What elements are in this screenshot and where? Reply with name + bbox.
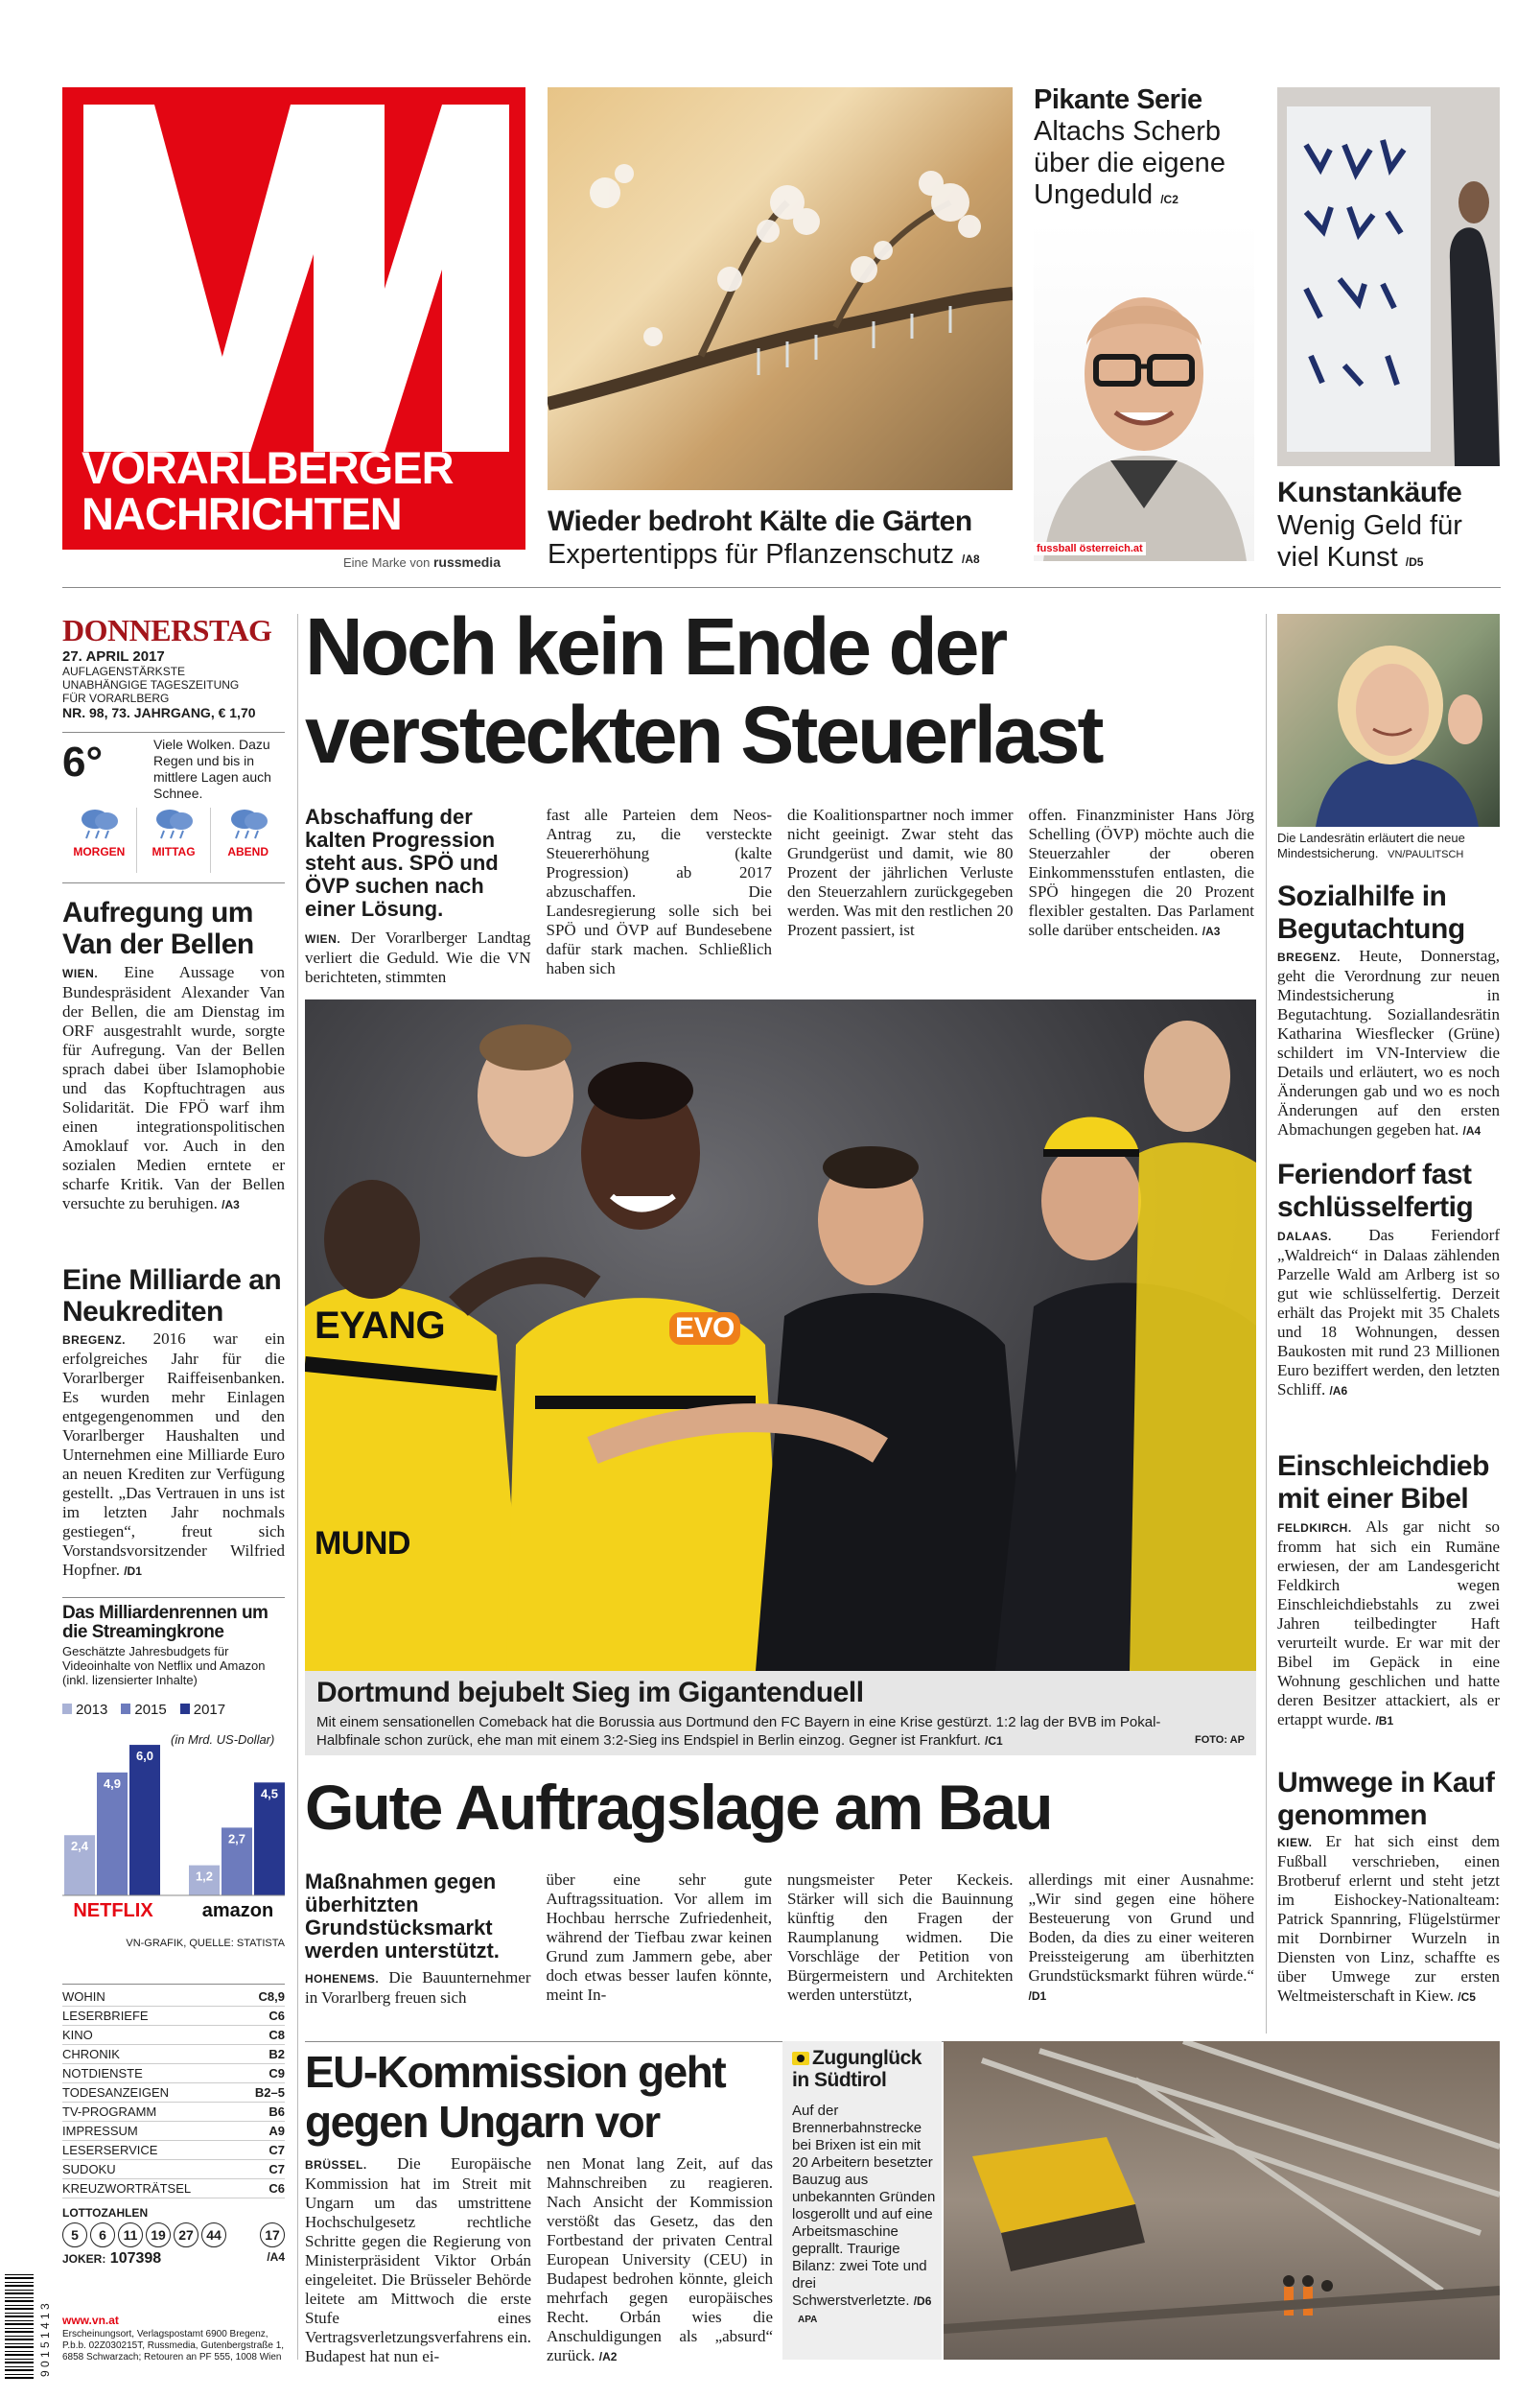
brand-line — [343, 554, 501, 570]
index-page: B2 — [268, 2047, 285, 2061]
index-row[interactable] — [62, 2064, 285, 2083]
index-page: C8,9 — [258, 1989, 285, 2004]
left-story1-body — [62, 963, 285, 1214]
bau-columns — [305, 1870, 1254, 2008]
legend-label-2017: 2017 — [193, 1702, 226, 1718]
bau-col1 — [305, 1870, 531, 2008]
lead-col1 — [305, 806, 531, 987]
teaser-garden-headline[interactable]: Wieder bedroht Kälte die Gärten — [548, 505, 972, 537]
lead-col2: fast alle Parteien dem Neos-Antrag zu, die versteckte Steuererhöhung (kalte Progression) ab 2017 abzuschaffen. Die Landesregierung solle sich bei SPÖ und ÖVP auf Bundesebene dafür stark machen. Schließlich haben sich — [546, 806, 772, 977]
bau-col3: nungsmeister Peter Keckeis. Stärker will sich die Bauinnung künftig den Fragen der Raumplanung widmen. Die Vorschläge der Petition von Bürgermeistern und Architekten werden unterstützt, — [787, 1870, 1014, 2004]
photo-credit: FOTO: AP — [1195, 1734, 1245, 1746]
eu-col2: nen Monat lang Zeit, auf das Mahnschreiben zu reagieren. Nach Ansicht der Kommission verstößt das Gesetz, das den Fortbestand der privaten Central European University (CEU) in Budapest bedrohen könnte, gleich mehrfach gegen europäisches Recht. Orbán wies die Anschuldigungen als „absurd“ zurück. — [547, 2154, 773, 2364]
eu-dateline: BRÜSSEL. — [305, 2158, 367, 2172]
barcode — [5, 2273, 34, 2379]
rain-cloud-icon — [225, 808, 271, 840]
right-story4-body — [1277, 1832, 1500, 2007]
photo-caption-right — [1277, 831, 1500, 862]
index-row[interactable] — [62, 2160, 285, 2179]
left-story2-ref[interactable]: /D1 — [124, 1564, 142, 1578]
weather-slot-evening — [211, 808, 285, 873]
right-story4-ref[interactable]: /C5 — [1458, 1990, 1476, 2004]
chart-category-label: amazon — [201, 1900, 274, 1921]
issue-date: 27. APRIL 2017 — [62, 648, 165, 665]
teaser-garden-ref: /A8 — [962, 552, 980, 566]
bau-col1-body — [305, 1968, 531, 2008]
index-page: B2–5 — [254, 2085, 285, 2100]
rain-cloud-icon — [151, 808, 197, 840]
index-row[interactable] — [62, 2026, 285, 2045]
weather-forecast — [62, 808, 285, 873]
legend-item-2017 — [180, 1702, 225, 1718]
lead-col1-text: Der Vorarlberger Landtag verliert die Geduld. Wie die VN berichteten, stimmten — [305, 929, 531, 986]
legend-swatch-2015 — [121, 1704, 130, 1714]
left-story1-text: Eine Aussage von Bundespräsident Alexander Van der Bellen, die am Dienstag im ORF ausgestrahlt wurde, sorgte für Aufregung. Van der Bellen sprach dabei über Islamophobie und das Kopftuchtragen aus Solidarität. Die FPÖ warf ihm einen integrationspolitischen Amoklauf vor. Auch in den sozialen Medien erntete er scharfe Kritik. Van der Bellen versuchte zu beruhigen. — [62, 963, 285, 1212]
legend-item-2013 — [62, 1702, 107, 1718]
right-story3-body — [1277, 1517, 1500, 1730]
photo-caption-text-wrap — [316, 1713, 1208, 1751]
teaser-art-subline-text: Wenig Geld für viel Kunst — [1277, 510, 1462, 573]
train-credit: APA — [798, 2315, 818, 2325]
rain-cloud-icon — [76, 808, 122, 840]
train-ref[interactable]: /D6 — [913, 2294, 932, 2308]
lotto-numbers — [62, 2222, 285, 2247]
eu-col1-text: Die Europäische Kommission hat im Streit mit Ungarn um das umstrittene Hochschulgesetz rechtliche Schritte gegen die Regierung von Ministerpräsident Viktor Orbán eingeleitet. Die Brüsseler Behörde leitete am Mittwoch die erste Stufe eines Vertragsverletzungsverfahrens ein. Budapest hat nun ei- — [305, 2154, 532, 2365]
index-label: SUDOKU — [62, 2162, 116, 2176]
right-story2-text: Das Feriendorf „Waldreich“ in Dalaas zählenden Parzelle Wald am Arlberg ist so gut wie schlüsselfertig. Derzeit erhält das Projekt mit 35 Chalets und 18 Wohnungen, dessen Baukosten mit rund 23 Millionen Euro beziffert werden, den letzten Schliff. — [1277, 1226, 1500, 1399]
left-story2-dateline: BREGENZ. — [62, 1333, 127, 1347]
teaser-garden-subline-text: Expertentipps für Pflanzenschutz — [548, 539, 954, 570]
index-row[interactable] — [62, 2045, 285, 2064]
weekday: DONNERSTAG — [62, 613, 272, 647]
right-story3-dateline: FELDKIRCH. — [1277, 1521, 1352, 1535]
chart-unit-note: (in Mrd. US-Dollar) — [171, 1732, 275, 1747]
index-label: WOHIN — [62, 1989, 105, 2004]
right-story1-text: Heute, Donnerstag, geht die Verordnung zur neuen Mindestsicherung in Begutachtung. Soziallandesrätin Katharina Wiesflecker (Grüne) schildert im VN-Interview die Details und erläutert, wo es noch Änderungen gab und wo es noch Änderungen auf den ersten Abmachungen gegeben hat. — [1277, 947, 1500, 1139]
chart-top-rule — [62, 1597, 285, 1598]
bau-kicker: Maßnahmen gegen überhitzten Grundstücksmarkt werden unterstützt. — [305, 1869, 500, 1963]
lotto-ref[interactable]: /A4 — [267, 2250, 285, 2264]
section-index — [62, 1987, 285, 2198]
legend-item-2015 — [121, 1702, 166, 1718]
legend-swatch-2017 — [180, 1704, 190, 1714]
index-row[interactable] — [62, 1987, 285, 2007]
index-label: TV-PROGRAMM — [62, 2104, 157, 2119]
teaser-art-ref: /D5 — [1405, 555, 1424, 569]
teaser-scherb-headline[interactable]: Pikante Serie — [1034, 84, 1202, 115]
chart-value-label: 2,4 — [70, 1839, 89, 1854]
lotto-number: 27 — [174, 2222, 198, 2247]
train-accident-photo[interactable] — [944, 2041, 1500, 2360]
weather-label-noon: MITTAG — [152, 845, 196, 858]
lead-kicker: Abschaffung der kalten Progression steht aus. SPÖ und ÖVP suchen nach einer Lösung. — [305, 805, 499, 921]
right-story1-body — [1277, 947, 1500, 1140]
index-row[interactable] — [62, 2083, 285, 2103]
footer-url[interactable]: www.vn.at — [62, 2314, 119, 2327]
weather-slot-morning — [62, 808, 137, 873]
chart-source: VN-GRAFIK, QUELLE: STATISTA — [126, 1938, 285, 1949]
index-page: C6 — [268, 2181, 285, 2196]
photo-caption-right-credit: VN/PAULITSCH — [1388, 849, 1464, 860]
weather-bottom-rule — [62, 882, 285, 883]
dateline-block — [62, 614, 285, 720]
teaser-scherb-subline-text: Altachs Scherb über die eigene Ungeduld — [1034, 116, 1225, 210]
bau-col4: allerdings mit einer Ausnahme: „Wir sind gegen eine höhere Besteuerung von Grund und Boden, da dies zu einer weiteren Preissteigerung am überhitzten Grundstücksmarkt führen würde.“ — [1028, 1870, 1254, 1985]
photo-caption-ref[interactable]: /C1 — [985, 1734, 1003, 1748]
lotto-number: 44 — [201, 2222, 226, 2247]
lead-ref[interactable]: /A3 — [1202, 925, 1221, 938]
joker-number: 107398 — [109, 2250, 162, 2267]
streaming-budget-chart — [62, 1723, 285, 1921]
landesraetin-photo[interactable] — [1277, 614, 1500, 827]
eu-headline[interactable]: EU-Kommission geht gegen Ungarn vor — [305, 2047, 726, 2147]
lotto-number: 19 — [146, 2222, 171, 2247]
dortmund-celebration-photo[interactable] — [305, 999, 1256, 1671]
chart-value-label: 4,5 — [260, 1786, 279, 1801]
index-row[interactable] — [62, 2179, 285, 2198]
eu-col1-body — [305, 2154, 531, 2366]
right-story4-text: Er hat sich einst dem Fußball verschrieben, einen Brotberuf erlernt und steht jetzt im Eishockey-Nationalteam: Patrick Spannring, Flügelstürmer mit Dornbirner Wurzeln in Diensten von Linz, schaffte es über Umwege zur ersten Weltmeisterschaft in Kiew. — [1277, 1832, 1500, 2005]
index-label: CHRONIK — [62, 2047, 120, 2061]
photo-caption-text: Mit einem sensationellen Comeback hat die Borussia aus Dortmund den FC Bayern in eine Krise gestürzt. 1:2 lag der BVB im Pokal-Halbfinale schon zurück, ehe man mit einem 3:2-Sieg ins Endspiel in Berlin einzog. Gegner ist Frankfurt. — [316, 1714, 1161, 1749]
joker-group — [62, 2250, 161, 2268]
lotto-number: 11 — [118, 2222, 143, 2247]
masthead-logo[interactable] — [62, 87, 525, 550]
index-label: TODESANZEIGEN — [62, 2085, 170, 2100]
eu-col2-wrap — [547, 2154, 773, 2366]
train-text: Auf der Brennerbahnstrecke bei Brixen ist ein mit 20 Arbeitern besetzter Bauzug aus unbekannten Gründen losgerollt und auf eine Arbeitsmaschine geprallt. Traurige Bilanz: zwei Tote und drei Schwerstverletzte. — [792, 2103, 936, 2309]
lead-col1-body — [305, 929, 531, 987]
frost-blossom-photo[interactable] — [548, 87, 1013, 490]
left-story1-headline[interactable]: Aufregung um Van der Bellen — [62, 897, 254, 960]
joker-label: JOKER: — [62, 2252, 106, 2266]
chart-legend — [62, 1702, 285, 1718]
bau-col4-wrap — [1029, 1870, 1255, 2008]
right-story3-text: Als gar nicht so fromm hat sich ein Rumäne erwiesen, der am Landesgericht Feldkirch wegen Einschleichdiebstahls zu zwei Jahren teilbedingter Haft verurteilt wurde. Er war mit der Bibel im Gepäck in eine Wohnung geschlichen und hatte deren Besitzer attackiert, als er ertappt wurde. — [1277, 1517, 1501, 1728]
joker-line — [62, 2250, 285, 2268]
chart-bar — [97, 1773, 128, 1895]
train-headline[interactable] — [792, 2047, 936, 2091]
bau-ref[interactable]: /D1 — [1028, 1989, 1047, 2003]
teaser-art-headline[interactable]: Kunstankäufe — [1277, 477, 1462, 508]
left-story1-dateline: WIEN. — [62, 967, 99, 980]
index-page: C8 — [268, 2028, 285, 2042]
index-page: B6 — [268, 2104, 285, 2119]
lead-col3: die Koalitionspartner noch immer nicht geeinigt. Zwar steht das Grundgerüst und damit, wie 80 Prozent der jährlichen Verluste den Steuerzahlern zurückgegeben werden. Was mit den restlichen 20 Prozent passiert, ist — [787, 806, 1014, 939]
photo-logo-fussball: fussball österreich.at — [1034, 542, 1146, 555]
teaser-garden-subline[interactable] — [548, 539, 980, 575]
index-page: A9 — [268, 2124, 285, 2138]
legend-label-2015: 2015 — [134, 1702, 167, 1718]
bau-col2: über eine sehr gute Auftragssituation. Vor allem im Hochbau herrsche Zufriedenheit, während der Tiefbau zwar keinen Grund zum Jammern gebe, aber doch etwas besser laufen könnte, meint In- — [546, 1870, 772, 2004]
right-story3-headline[interactable]: Einschleichdieb mit einer Bibel — [1277, 1450, 1489, 1515]
camera-icon — [792, 2052, 809, 2065]
weather-temp: 6° — [62, 739, 104, 786]
index-label: NOTDIENSTE — [62, 2066, 143, 2081]
left-story2-text: 2016 war ein erfolgreiches Jahr für die Vorarlberger Raiffeisenbanken. Es wurden mehr Einlagen entgegengenommen und den Vorarlberger Haushalten und Unternehmen eine Milliarde Euro an neuen Krediten zur Verfügung gestellt. „Das Vertrauen in uns ist im letzten Jahr nochmals gestiegen“, freut sich Vorstandsvorsitzender Wilfried Hopfner. — [62, 1329, 285, 1579]
chart-title: Das Milliardenrennen um die Streamingkrone — [62, 1603, 268, 1642]
jersey-sponsor: EVO — [669, 1312, 740, 1345]
lotto-box — [62, 2206, 285, 2268]
vn-logo-mark — [62, 87, 525, 452]
footer-imprint: Erscheinungsort, Verlagspostamt 6900 Bregenz, P.b.b. 02Z030215T, Russmedia, Gutenbergstraße 1, 6858 Schwarzach; Retouren an PF 555, 1008 Wien — [62, 2329, 285, 2363]
masthead-divider — [62, 587, 1501, 588]
left-story1-ref[interactable]: /A3 — [222, 1198, 240, 1211]
eu-columns — [305, 2154, 773, 2366]
weather-text: Viele Wolken. Dazu Regen und bis in mittlere Lagen auch Schnee. — [153, 737, 271, 801]
lotto-number: 6 — [90, 2222, 115, 2247]
index-label: IMPRESSUM — [62, 2124, 138, 2138]
lead-headline[interactable]: Noch kein Ende der versteckten Steuerlast — [305, 601, 1102, 780]
jersey-text-left: EYANG — [315, 1305, 446, 1347]
left-story2-body — [62, 1329, 285, 1581]
right-story1-dateline: BREGENZ. — [1277, 951, 1342, 964]
lotto-title: LOTTOZAHLEN — [62, 2206, 149, 2220]
issue-number: NR. 98, 73. JAHRGANG, € 1,70 — [62, 705, 256, 720]
chart-bar — [129, 1745, 160, 1895]
right-story3-ref[interactable]: /B1 — [1375, 1714, 1394, 1728]
lead-dateline: WIEN. — [305, 932, 341, 946]
teaser-scherb-subline[interactable] — [1034, 116, 1245, 216]
jersey-text-bottom: MUND — [315, 1525, 410, 1562]
weather-label-evening: ABEND — [227, 845, 269, 858]
lotto-number: 5 — [62, 2222, 87, 2247]
bau-headline[interactable]: Gute Auftragslage am Bau — [305, 1772, 1052, 1843]
index-label: LESERSERVICE — [62, 2143, 158, 2157]
train-headline-text: Zugunglück in Südtirol — [792, 2047, 922, 2091]
index-page: C6 — [268, 2009, 285, 2023]
chart-category-label: NETFLIX — [73, 1900, 153, 1921]
chart-value-label: 6,0 — [135, 1749, 154, 1764]
legend-swatch-2013 — [62, 1704, 72, 1714]
right-story1-headline[interactable]: Sozialhilfe in Begutachtung — [1277, 881, 1465, 945]
lotto-bonus-number: 17 — [260, 2222, 285, 2247]
right-story4-dateline: KIEW. — [1277, 1836, 1313, 1849]
lead-columns — [305, 806, 1254, 987]
index-row[interactable] — [62, 2007, 285, 2026]
bau-col1-text: Die Bauunternehmer in Vorarlberg freuen sich — [305, 1968, 531, 2007]
teaser-art-subline[interactable] — [1277, 510, 1507, 578]
coach-portrait-photo[interactable] — [1034, 221, 1254, 561]
photo-caption-right-text: Die Landesrätin erläutert die neue Mindestsicherung. — [1277, 831, 1465, 860]
tagline: AUFLAGENSTÄRKSTE UNABHÄNGIGE TAGESZEITUNG FÜR VORARLBERG — [62, 665, 240, 705]
index-label: LESERBRIEFE — [62, 2009, 149, 2023]
masthead-name-line1: VORARLBERGER — [82, 442, 454, 493]
index-row[interactable] — [62, 2122, 285, 2141]
bau-dateline: HOHENEMS. — [305, 1972, 380, 1986]
chart-value-label: 2,7 — [227, 1831, 246, 1846]
weather-top-rule — [62, 732, 285, 733]
index-row[interactable] — [62, 2141, 285, 2160]
chart-value-label: 4,9 — [103, 1775, 122, 1791]
train-body — [792, 2103, 936, 2329]
weather-slot-noon — [137, 808, 212, 873]
index-row[interactable] — [62, 2103, 285, 2122]
lead-col4-wrap — [1029, 806, 1255, 987]
barcode-number: 9 0 1 5 1 4 1 3 — [38, 2303, 52, 2377]
chart-value-label: 1,2 — [195, 1869, 214, 1884]
lead-col4: offen. Finanzminister Hans Jörg Schelling (ÖVP) möchte auch die Steuerzahler der oberen Einkommensstufen entlasten, die SPÖ hingegen die 20 Prozent flexibler gestalten. Das Parlament solle darüber entscheiden. — [1028, 806, 1254, 939]
index-page: C7 — [268, 2143, 285, 2157]
right-column-rule — [1266, 614, 1267, 2034]
index-label: KREUZWORTRÄTSEL — [62, 2181, 192, 2196]
photo-caption-headline[interactable]: Dortmund bejubelt Sieg im Gigantenduell — [316, 1677, 864, 1708]
index-label: KINO — [62, 2028, 93, 2042]
brand-prefix: Eine Marke von — [343, 555, 431, 570]
weather-label-morning: MORGEN — [73, 845, 126, 858]
right-story2-headline[interactable]: Feriendorf fast schlüsselfertig — [1277, 1159, 1474, 1223]
right-story1-ref[interactable]: /A4 — [1462, 1124, 1482, 1138]
index-page: C9 — [268, 2066, 285, 2081]
eu-ref[interactable]: /A2 — [598, 2350, 618, 2363]
right-story2-ref[interactable]: /A6 — [1329, 1384, 1348, 1398]
left-story2-headline[interactable]: Eine Milliarde an Neukrediten — [62, 1264, 282, 1328]
legend-label-2013: 2013 — [76, 1702, 108, 1718]
index-top-rule — [62, 1984, 285, 1985]
chart-subtitle: Geschätzte Jahresbudgets für Videoinhalte von Netflix und Amazon (inkl. lizensierter Inhalte) — [62, 1644, 266, 1687]
brand-name: russmedia — [432, 554, 501, 570]
right-story2-body — [1277, 1226, 1500, 1400]
right-story2-dateline: DALAAS. — [1277, 1230, 1332, 1243]
index-page: C7 — [268, 2162, 285, 2176]
masthead-name-line2: NACHRICHTEN — [82, 488, 402, 539]
left-column-rule — [297, 614, 298, 2360]
right-story4-headline[interactable]: Umwege in Kauf genommen — [1277, 1767, 1495, 1831]
teaser-scherb-ref: /C2 — [1160, 193, 1178, 206]
art-gallery-photo[interactable] — [1277, 87, 1500, 466]
